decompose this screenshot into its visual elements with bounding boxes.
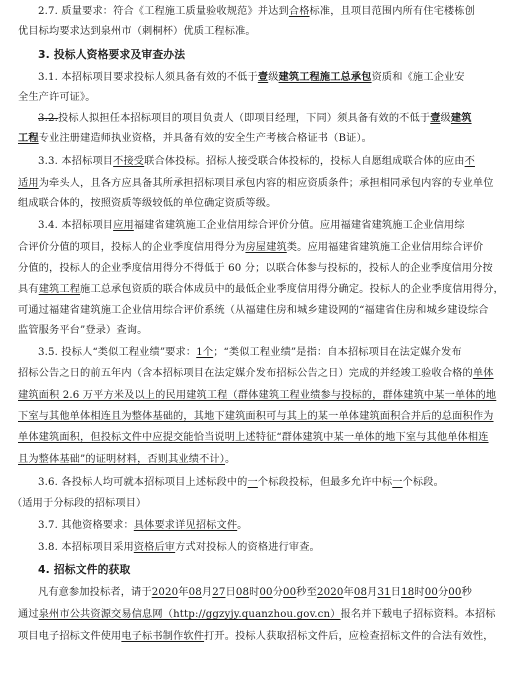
text-segment: 分值的，投标人的企业季度信用得分不得低于 60 分；以联合体参与投标的，投标人的企业季度信用分按 — [18, 263, 493, 274]
filled-field: 资格后审 — [133, 542, 176, 553]
acquisition-line-3 — [18, 630, 494, 643]
item-3-5-line-6 — [18, 453, 235, 466]
filled-field: 31 — [377, 587, 391, 598]
filled-field: 00 — [448, 587, 462, 598]
filled-field: 适用 — [18, 178, 39, 189]
text-segment: 凡有意参加投标者，请于 — [38, 587, 152, 598]
filled-field: 不接受 — [113, 156, 145, 167]
section-heading-bidding-docs — [38, 563, 130, 576]
filled-field: 建筑面积 2.6 万平方米及以上的民用建筑工程（群体建筑工程业绩参与投标的，群体建筑中某一单体的地 — [18, 390, 497, 401]
filled-field: 壹 — [430, 112, 441, 124]
text-segment: 。 — [237, 520, 248, 531]
filled-field: 合格 — [288, 6, 310, 17]
text-segment: 年 — [343, 587, 354, 598]
text-segment: 打开。投标人获取招标文件后，应检查招标文件的合法有效性， — [204, 631, 494, 642]
text-segment: 联合体投标。招标人接受联合体投标的，投标人自愿组成联合体的应由 — [144, 156, 465, 167]
item-3-7 — [38, 519, 248, 532]
text-segment: 通过 — [18, 609, 39, 620]
text-segment: 福建省建筑施工企业信用综合评价分值。应用福建省建筑施工企业信用综 — [133, 220, 465, 231]
item-3-1-line-1 — [38, 71, 465, 84]
text-segment: （适用于分标段的招标项目） — [12, 498, 147, 509]
text-segment: 全生产许可证》。 — [18, 92, 96, 103]
item-3-5-line-5 — [18, 431, 489, 444]
filled-field: 1个 — [196, 347, 214, 358]
text-segment: 3.4. 本招标项目 — [38, 220, 114, 231]
filled-field: 单体 — [472, 368, 494, 379]
text-segment: 类。应用福建省建筑施工企业信用综合评价 — [286, 242, 484, 253]
item-3-3-line-1 — [38, 155, 475, 168]
item-3-6-line-1 — [38, 476, 444, 489]
text-segment: 合评价分值的项目，投标人的企业季度信用得分为 — [18, 242, 246, 253]
text-segment: 级 — [268, 72, 279, 83]
item-3-5-line-4 — [18, 410, 494, 423]
text-segment: 3.5. 投标人“类似工程业绩”要求： — [38, 347, 197, 358]
text-segment: 为牵头人，且各方应具备其所承担招标项目承包内容的相应资质条件；承担相同承包内容的专业单位 — [38, 178, 494, 189]
filled-field: 2020 — [151, 587, 179, 598]
item-3-8 — [38, 541, 320, 554]
text-segment: 施工总承包资质的联合体成员中的最低企业季度信用得分确定。投标人的企业季度信用得分， — [80, 284, 504, 295]
filled-field: 且为整体基础”的证明材料，否则其业绩不计） — [18, 454, 226, 465]
text-segment: 报名并下载电子招标资料。本招标 — [340, 609, 496, 620]
text-segment: 时 — [414, 587, 425, 598]
text-segment: 3.7. 其他资格要求： — [38, 520, 134, 531]
filled-field: 房屋建筑 — [245, 242, 287, 253]
text-segment: 3.8. 本招标项目采用 — [38, 542, 134, 553]
filled-field: 00 — [283, 587, 297, 598]
filled-field: 27 — [212, 587, 226, 598]
filled-field: 电子标书制作软件 — [121, 631, 205, 642]
text-segment: 具有 — [18, 284, 39, 295]
text-segment: 标准，且项目范围内所有住宅楼栋创 — [309, 6, 475, 17]
text-segment: 。 — [225, 454, 236, 465]
item-3-5-line-1 — [38, 346, 462, 359]
text-segment: 级 — [440, 113, 451, 124]
text-segment: 投标人拟担任本招标项目的项目负责人（即项目经理，下同）须具备有效的不低于 — [58, 113, 431, 124]
text-segment: 个标段投标，但最多允许中标 — [257, 477, 393, 488]
item-3-5-line-2 — [18, 367, 494, 380]
filled-field: 单体建筑面积，但投标文件中应提交能恰当说明上述特征“群体建筑中某一单体的地下室与其他单体相连 — [18, 432, 489, 443]
text-segment: 分 — [272, 587, 284, 598]
filled-field: 18 — [401, 587, 415, 598]
filled-field: 工程 — [18, 132, 39, 144]
filled-field: 下室与其他单体相连且为整体基础的，其地下建筑面积可与其上的某一单体建筑面积合并后的总面积作为 — [18, 411, 494, 422]
text-segment: 分 — [437, 587, 449, 598]
item-3-4-line-6 — [18, 324, 147, 337]
text-segment: 项目电子招标文件使用 — [18, 631, 122, 642]
filled-field: 具体要求详见招标文件 — [133, 520, 238, 531]
text-segment: 3.3. 本招标项目 — [38, 156, 114, 167]
text-segment: 组成联合体的，按照资质等级较低的单位确定资质等级。 — [18, 198, 277, 209]
item-3-4-line-5 — [18, 304, 489, 317]
text-segment: 日 — [390, 587, 402, 598]
item-3-4-line-3 — [18, 262, 493, 275]
filled-field: 00 — [259, 587, 273, 598]
filled-field: 00 — [424, 587, 438, 598]
text-segment: 3.1. 本招标项目要求投标人须具备有效的不低于 — [38, 72, 258, 83]
filled-field: 建筑工程 — [38, 284, 81, 295]
text-segment: 监管服务平台”登录）查询。 — [18, 325, 148, 336]
text-segment: 2.7. 质量要求：符合《工程施工质量验收规范》并达到 — [38, 6, 289, 17]
text-segment: 招标公告之日的前五年内（含本招标项目在法定媒介发布招标公告之日）完成的并经竣工验收合格的 — [18, 368, 473, 379]
text-segment: 4. 招标文件的获取 — [38, 563, 131, 576]
text-segment: 年 — [178, 587, 189, 598]
filled-field: 08 — [235, 587, 250, 598]
acquisition-line-2 — [18, 608, 496, 621]
item-3-3-line-3 — [18, 197, 276, 210]
item-3-3-line-2 — [18, 177, 494, 190]
filled-field: 2020 — [316, 587, 344, 598]
text-segment: 月 — [367, 587, 378, 598]
text-segment: 日 — [225, 587, 236, 598]
acquisition-line-1 — [38, 586, 472, 599]
item-3-4-line-2 — [18, 241, 483, 254]
filled-field: 不 — [464, 156, 475, 167]
item-3-5-line-3 — [18, 389, 496, 402]
filled-field: 泉州市公共资源交易信息网（http://ggzyjy.quanzhou.gov.cn） — [38, 609, 341, 620]
filled-field: 一 — [392, 477, 403, 488]
text-segment: 个标段。 — [402, 477, 444, 488]
text-segment: 月 — [201, 587, 213, 598]
text-segment: 资质和《施工企业安 — [371, 72, 465, 83]
filled-field: 08 — [188, 587, 202, 598]
text-segment: 秒至 — [296, 587, 317, 598]
filled-field: 一 — [247, 477, 258, 488]
text-segment: 3.6. 各投标人均可就本招标项目上述标段中的 — [38, 477, 248, 488]
text-segment: 秒 — [461, 587, 472, 598]
quality-line-2 — [18, 25, 256, 38]
item-3-6-line-2 — [12, 497, 146, 510]
item-3-4-line-4 — [18, 283, 504, 296]
section-heading-qualification — [38, 48, 185, 61]
item-3-1-line-2 — [18, 91, 96, 104]
text-segment: 方式对投标人的资格进行审查。 — [175, 542, 320, 553]
filled-field: 应用 — [113, 220, 134, 231]
text-segment: 时 — [249, 587, 260, 598]
text-segment: 可通过福建省建筑施工企业信用综合评价系统（从福建住房和城乡建设网的“福建省住房和城乡建设综合 — [18, 305, 489, 316]
filled-field: 建筑 — [450, 112, 472, 124]
item-3-2-line-2 — [18, 132, 372, 145]
text-segment: 3.2. — [38, 113, 59, 124]
text-segment: 优目标均要求达到泉州市（刺桐杯）优质工程标准。 — [18, 26, 256, 37]
text-segment: 专业注册建造师执业资格，并具备有效的安全生产考核合格证书（B证）。 — [38, 133, 373, 144]
filled-field: 壹 — [257, 71, 269, 83]
text-segment: 3. 投标人资格要求及审查办法 — [38, 48, 186, 61]
text-segment: ；“类似工程业绩”是指：自本招标项目在法定媒介发布 — [213, 347, 462, 358]
filled-field: 建筑工程施工总承包 — [278, 71, 372, 83]
item-3-4-line-1 — [38, 219, 465, 232]
quality-line-1 — [38, 5, 475, 18]
filled-field: 08 — [353, 587, 368, 598]
item-3-2-line-1 — [38, 112, 472, 125]
